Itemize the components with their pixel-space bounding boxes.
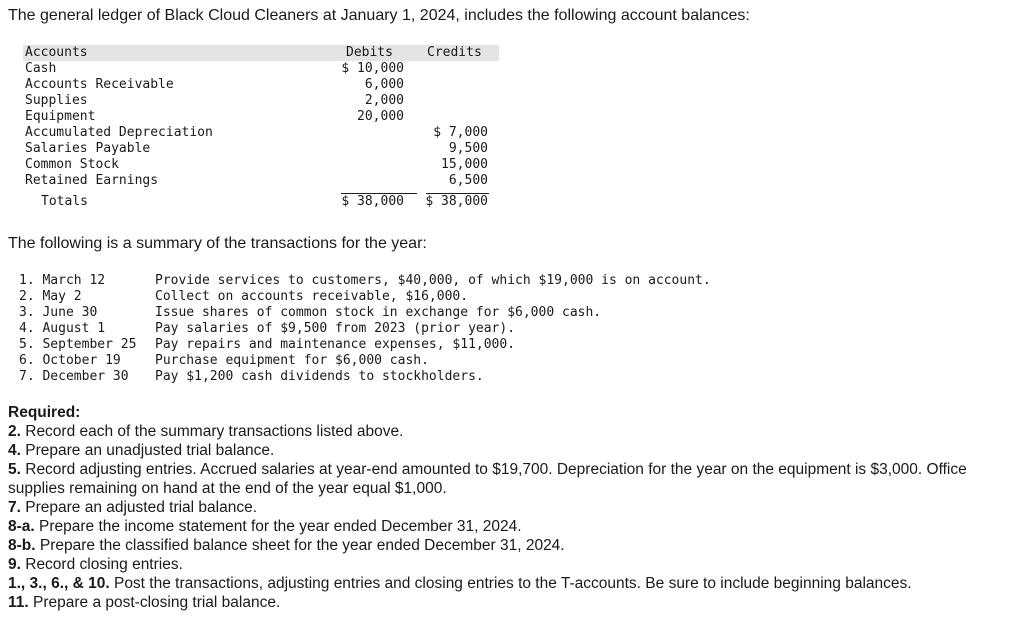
- account-name: Salaries Payable: [25, 141, 151, 156]
- transaction-date: 3. June 30: [19, 305, 98, 320]
- transaction-description: Purchase equipment for $6,000 cash.: [155, 353, 429, 368]
- transaction-date: 4. August 1: [19, 321, 106, 336]
- ledger-row: [23, 93, 499, 109]
- debit-amount: $ 10,000: [341, 61, 404, 76]
- transaction-list: [19, 273, 779, 385]
- requirement-item: [8, 460, 1016, 498]
- transaction-description: Pay repairs and maintenance expenses, $11,000.: [155, 337, 516, 352]
- requirement-number: 2.: [8, 423, 21, 440]
- transaction-description: Issue shares of common stock in exchange for $6,000 cash.: [155, 305, 602, 320]
- requirement-item: [8, 536, 1016, 555]
- transaction-date: 7. December 30: [19, 369, 129, 384]
- debit-total: $ 38,000: [341, 194, 404, 209]
- ledger-row: [23, 141, 499, 157]
- transaction-description: Pay salaries of $9,500 from 2023 (prior year).: [155, 321, 516, 336]
- requirement-text: Record adjusting entries. Accrued salaries at year-end amounted to $19,700. Depreciation for the year on the equipment is $3,000. Office supplies remaining on hand at the end of the year equal $1,000.: [8, 461, 967, 497]
- transaction-description: Collect on accounts receivable, $16,000.: [155, 289, 469, 304]
- ledger-row: [23, 61, 499, 77]
- requirement-text: Prepare a post-closing trial balance.: [28, 594, 281, 611]
- intro-text: The general ledger of Black Cloud Cleaners at January 1, 2024, includes the following account balances:: [8, 7, 750, 24]
- requirement-item: [8, 574, 1016, 593]
- transaction-description: Provide services to customers, $40,000, of which $19,000 is on account.: [155, 273, 711, 288]
- credit-amount: 15,000: [441, 157, 488, 172]
- accounts-header: Accounts: [25, 45, 88, 60]
- requirement-item: [8, 441, 1016, 460]
- requirement-text: Record closing entries.: [20, 556, 183, 573]
- requirement-number: 1., 3., 6., & 10.: [8, 575, 110, 592]
- ledger-row: [23, 77, 499, 93]
- required-section: [8, 403, 1016, 612]
- ledger-header: [23, 45, 499, 61]
- requirement-text: Prepare an adjusted trial balance.: [20, 499, 258, 516]
- debit-amount: 2,000: [364, 93, 404, 108]
- summary-intro: The following is a summary of the transactions for the year:: [8, 235, 427, 252]
- requirement-number: 8-b.: [8, 537, 36, 554]
- requirement-item: [8, 593, 1016, 612]
- credits-header: Credits: [427, 45, 482, 60]
- account-name: Equipment: [25, 109, 96, 124]
- totals-row: [23, 193, 499, 211]
- account-name: Retained Earnings: [25, 173, 159, 188]
- account-name: Accumulated Depreciation: [25, 125, 213, 140]
- account-name: Cash: [25, 61, 57, 76]
- account-name: Accounts Receivable: [25, 77, 174, 92]
- credit-total: $ 38,000: [425, 194, 488, 209]
- requirement-number: 7.: [8, 499, 21, 516]
- account-name: Supplies: [25, 93, 88, 108]
- list-item: [19, 273, 779, 289]
- totals-label: Totals: [41, 194, 88, 209]
- credit-amount: 6,500: [448, 173, 488, 188]
- ledger-row: [23, 109, 499, 125]
- requirement-text: Prepare an unadjusted trial balance.: [20, 442, 275, 459]
- list-item: [19, 369, 779, 385]
- list-item: [19, 353, 779, 369]
- requirement-text: Prepare the classified balance sheet for the year ended December 31, 2024.: [35, 537, 565, 554]
- requirement-item: [8, 498, 1016, 517]
- ledger-table: [23, 45, 499, 211]
- list-item: [19, 305, 779, 321]
- list-item: [19, 321, 779, 337]
- transaction-date: 6. October 19: [19, 353, 121, 368]
- requirement-item: [8, 422, 1016, 441]
- credit-amount: $ 7,000: [433, 125, 488, 140]
- requirement-number: 5.: [8, 461, 21, 478]
- ledger-row: [23, 125, 499, 141]
- list-item: [19, 289, 779, 305]
- transaction-description: Pay $1,200 cash dividends to stockholders.: [155, 369, 484, 384]
- transaction-date: 1. March 12: [19, 273, 106, 288]
- requirement-number: 8-a.: [8, 518, 35, 535]
- requirement-text: Record each of the summary transactions listed above.: [20, 423, 404, 440]
- requirement-number: 11.: [8, 594, 29, 611]
- ledger-row: [23, 157, 499, 173]
- debit-amount: 6,000: [364, 77, 404, 92]
- requirement-text: Prepare the income statement for the year ended December 31, 2024.: [34, 518, 522, 535]
- requirement-item: [8, 555, 1016, 574]
- requirement-number: 4.: [8, 442, 21, 459]
- requirement-text: Post the transactions, adjusting entries and closing entries to the T-accounts. Be sure to include beginning balances.: [109, 575, 912, 592]
- account-name: Common Stock: [25, 157, 119, 172]
- ledger-row: [23, 173, 499, 189]
- required-title: Required:: [8, 404, 81, 421]
- credit-amount: 9,500: [448, 141, 488, 156]
- debits-header: Debits: [346, 45, 393, 60]
- transaction-date: 2. May 2: [19, 289, 82, 304]
- requirement-item: [8, 517, 1016, 536]
- debit-amount: 20,000: [357, 109, 404, 124]
- transaction-date: 5. September 25: [19, 337, 137, 352]
- list-item: [19, 337, 779, 353]
- requirement-number: 9.: [8, 556, 21, 573]
